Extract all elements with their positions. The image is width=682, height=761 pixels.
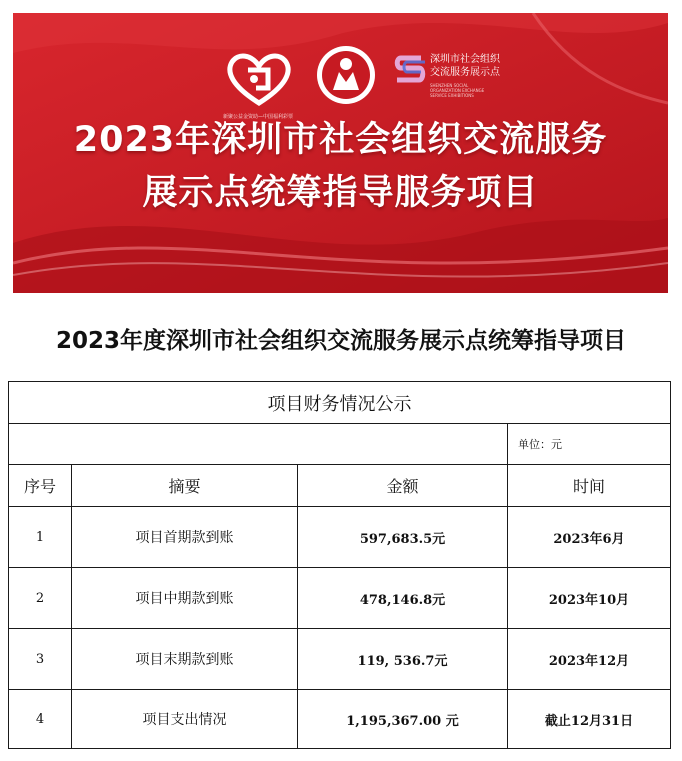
row-no: 4: [9, 690, 72, 749]
row-amount: 1,195,367.00 元: [298, 690, 508, 749]
row-summary: 项目支出情况: [72, 690, 298, 749]
logo3-text: 深圳市社会组织 交流服务展示点: [430, 54, 500, 78]
table-unit-row: [9, 424, 671, 465]
project-banner: [13, 13, 668, 293]
banner-logos: [13, 40, 668, 120]
header-time: 时间: [508, 465, 671, 507]
table-row: [9, 507, 671, 568]
row-time: 截止12月31日: [508, 690, 671, 749]
row-amount: 119, 536.7元: [298, 629, 508, 690]
table-row: [9, 568, 671, 629]
unit-label: 单位：元: [508, 424, 671, 465]
table-row: [9, 690, 671, 749]
finance-table: [8, 381, 671, 749]
row-amount: 478,146.8元: [298, 568, 508, 629]
table-caption: 项目财务情况公示: [9, 382, 671, 424]
table-header-row: [9, 465, 671, 507]
row-time: 2023年10月: [508, 568, 671, 629]
row-summary: 项目末期款到账: [72, 629, 298, 690]
row-time: 2023年6月: [508, 507, 671, 568]
row-summary: 项目首期款到账: [72, 507, 298, 568]
row-no: 3: [9, 629, 72, 690]
table-caption-row: [9, 382, 671, 424]
header-no: 序号: [9, 465, 72, 507]
document-title: 2023年度深圳市社会组织交流服务展示点统筹指导项目: [55, 328, 626, 354]
logo1-caption: 新聚公益金资助—中国福利彩票: [222, 114, 293, 120]
row-amount: 597,683.5元: [298, 507, 508, 568]
row-time: 2023年12月: [508, 629, 671, 690]
row-summary: 项目中期款到账: [72, 568, 298, 629]
banner-title-line2: 展示点统筹指导服务项目: [142, 173, 539, 213]
banner-title-line1: 2023年深圳市社会组织交流服务: [73, 120, 608, 160]
header-amount: 金额: [298, 465, 508, 507]
row-no: 1: [9, 507, 72, 568]
header-summary: 摘要: [72, 465, 298, 507]
table-row: [9, 629, 671, 690]
organization-emblem-icon: [315, 44, 377, 106]
welfare-heart-logo-icon: [222, 48, 296, 108]
logo3-subtext: SHENZHEN SOCIAL ORGANIZATION EXCHANGE SERVICE EXHIBITIONS: [430, 83, 485, 98]
exhibition-ss-logo-icon: [391, 52, 429, 88]
row-no: 2: [9, 568, 72, 629]
unit-blank-cell: [9, 424, 508, 465]
